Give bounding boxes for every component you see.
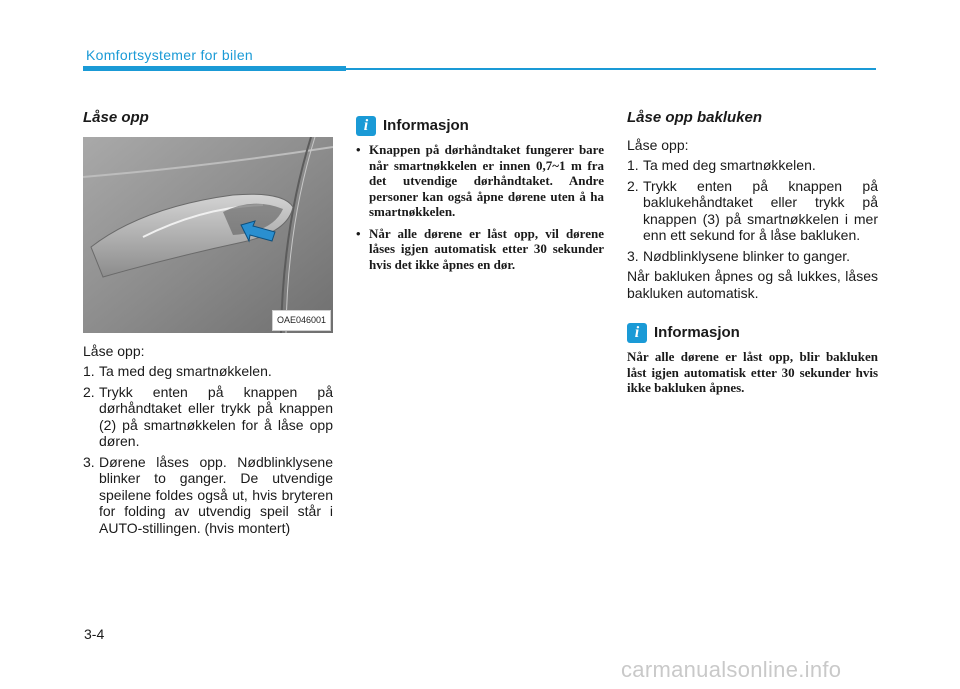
tailgate-intro: Låse opp:	[627, 136, 689, 153]
info-title: Informasjon	[654, 323, 740, 341]
step-number: 2.	[83, 383, 95, 400]
header-rule-thick	[83, 66, 346, 71]
list-item	[83, 454, 333, 537]
page-number: 3-4	[84, 626, 105, 642]
info-header	[356, 116, 604, 136]
unlock-steps	[83, 363, 333, 536]
step-number: 3.	[627, 247, 639, 264]
list-item	[627, 178, 878, 244]
step-number: 1.	[83, 363, 95, 379]
step-number: 1.	[627, 157, 639, 173]
door-handle-illustration	[83, 137, 333, 333]
list-item	[627, 248, 878, 265]
info-title: Informasjon	[383, 116, 469, 134]
tailgate-info-text: Når alle dørene er låst opp, blir bakluken låst igjen automatisk etter 30 sekunder hvis ikke bakluken åpnes.	[627, 349, 878, 395]
right-column	[627, 110, 878, 396]
tailgate-steps	[627, 157, 878, 264]
unlock-heading: Låse opp	[83, 109, 149, 126]
bullet-text: Når alle dørene er låst opp, vil dørene låses igjen automatisk etter 30 sekunder hvis det ikke åpnes en dør.	[369, 225, 604, 272]
step-number: 3.	[83, 453, 95, 470]
info-bullets	[356, 142, 604, 272]
bullet-icon: •	[356, 142, 361, 157]
list-item	[356, 226, 604, 273]
list-item	[627, 157, 878, 174]
tailgate-closing: Når bakluken åpnes og så lukkes, låses bakluken automatisk.	[627, 268, 878, 301]
step-text: Dørene låses opp. Nødblinklysene blinker to ganger. De utvendige speilene foldes også ut, hvis bryteren for folding av utvendig speil står i AUTO-stillingen. (hvis montert)	[99, 453, 333, 536]
photo-reference-code: OAE046001	[272, 310, 331, 331]
section-header-title: Komfortsystemer for bilen	[86, 47, 253, 63]
bullet-text: Knappen på dørhåndtaket fungerer bare når smartnøkkelen er innen 0,7~1 m fra det utvendige dørhåndtaket. Andre personer kan også åpne dørene uten å ha smartnøkkelen.	[369, 142, 604, 219]
info-icon: i	[356, 116, 376, 136]
bullet-icon: •	[356, 225, 361, 241]
info-header-2	[627, 323, 878, 343]
list-item	[356, 142, 604, 220]
unlock-intro: Låse opp:	[83, 342, 145, 359]
door-handle-photo	[83, 137, 333, 333]
step-text: Ta med deg smartnøkkelen.	[99, 363, 272, 379]
left-column	[83, 110, 333, 540]
watermark: carmanualsonline.info	[621, 657, 842, 682]
list-item	[83, 363, 333, 380]
info-icon: i	[627, 323, 647, 343]
header-rule-thin	[346, 68, 876, 70]
step-text: Nødblinklysene blinker to ganger.	[643, 247, 851, 264]
middle-column	[356, 116, 604, 278]
step-number: 2.	[627, 177, 639, 194]
tailgate-heading: Låse opp bakluken	[627, 109, 763, 126]
list-item	[83, 384, 333, 450]
step-text: Trykk enten på knappen på baklukehåndtaket eller trykk på knappen (3) på smartnøkkelen i mer enn ett sekund for å låse bakluken.	[643, 177, 878, 243]
step-text: Ta med deg smartnøkkelen.	[643, 157, 816, 173]
step-text: Trykk enten på knappen på dørhåndtaket eller trykk på knappen (2) på smartnøkkelen for å låse opp døren.	[99, 383, 333, 449]
